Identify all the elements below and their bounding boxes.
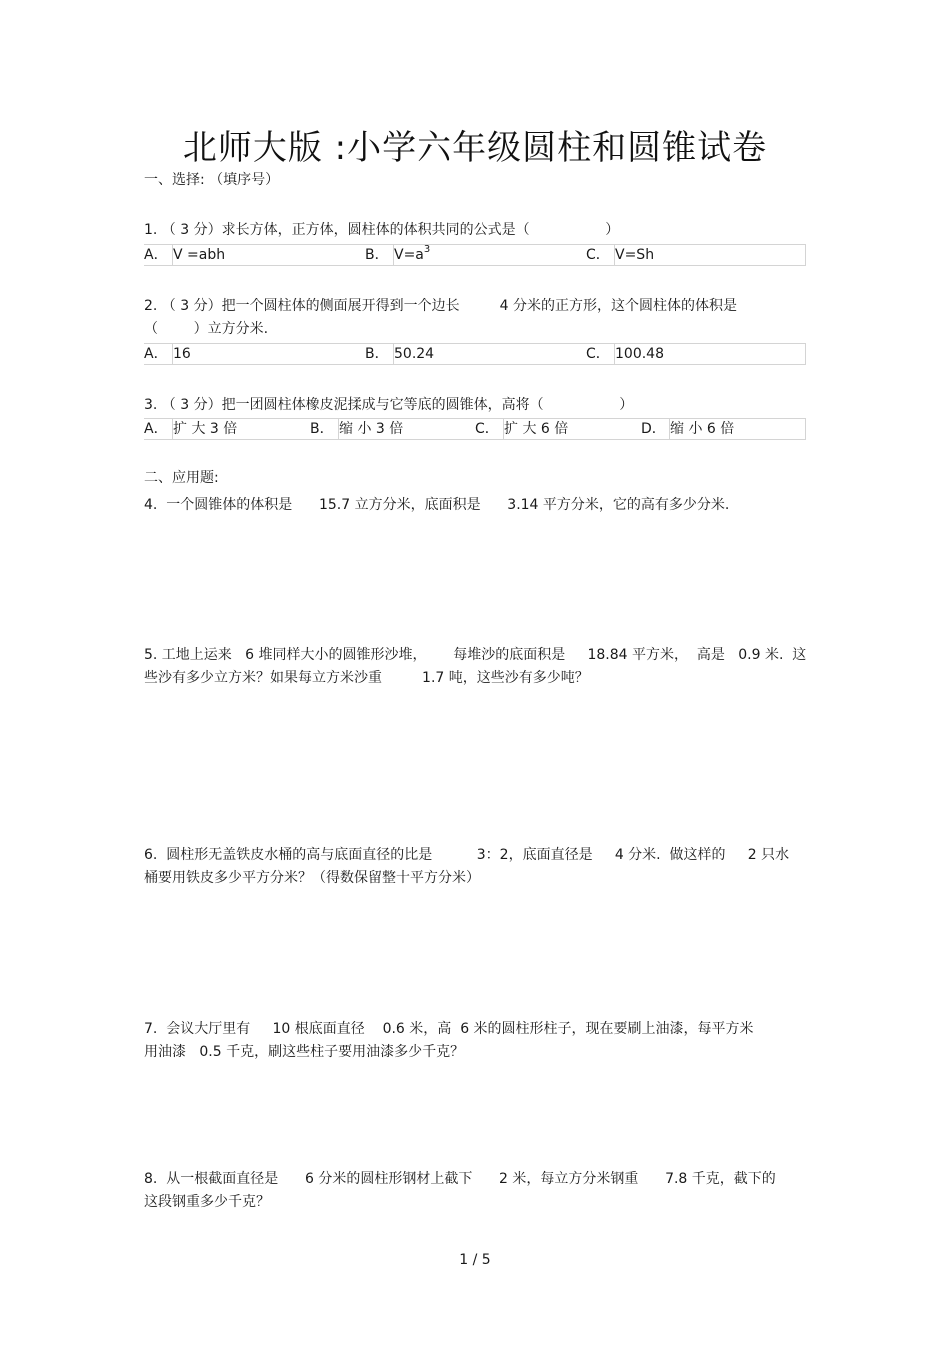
question-7-text-cont: 用油漆 0.5 千克，刷这些柱子要用油漆多少千克？: [144, 1044, 465, 1060]
option-value: 16: [173, 346, 191, 362]
section-heading-application: 二、应用题:: [144, 470, 219, 486]
exponent: 3: [423, 244, 431, 255]
question-2-options: [144, 343, 806, 365]
option-letter: C．: [586, 245, 615, 265]
question-1-options: [144, 244, 806, 266]
option-a: [144, 343, 365, 365]
question-1-text: 1. （ 3 分）求长方体，正方体，圆柱体的体积共同的公式是（ ）: [144, 222, 620, 238]
option-letter: B．: [365, 344, 394, 364]
option-letter: A．: [144, 245, 173, 265]
option-value: V =abh: [173, 247, 226, 263]
option-c: [586, 244, 806, 266]
option-value: 50.24: [394, 346, 435, 362]
question-4-text: 4. 一个圆锥体的体积是 15.7 立方分米，底面积是 3.14 平方分米，它的高有多少分米.: [144, 497, 730, 513]
page-title: 北师大版 :小学六年级圆柱和圆锥试卷: [182, 128, 768, 168]
question-8-text-cont: 这段钢重多少千克？: [144, 1194, 270, 1210]
option-letter: C．: [475, 419, 504, 439]
option-value: $V=a^3$: [394, 244, 431, 263]
option-b: [365, 244, 586, 266]
option-c: [475, 418, 641, 440]
option-letter: B．: [310, 419, 339, 439]
option-value: 扩 大 6 倍: [504, 421, 569, 437]
question-5-text-cont: 些沙有多少立方米？如果每立方米沙重 1.7 吨，这些沙有多少吨？: [144, 670, 589, 686]
option-letter: A．: [144, 344, 173, 364]
question-7-text: 7. 会议大厅里有 10 根底面直径 0.6 米，高 6 米的圆柱形柱子，现在要刷上油漆，每平方米: [144, 1021, 754, 1037]
option-b: [365, 343, 586, 365]
option-value: 缩 小 6 倍: [670, 421, 735, 437]
question-3-text: 3. （ 3 分）把一团圆柱体橡皮泥揉成与它等底的圆锥体，高将（ ）: [144, 397, 634, 413]
question-3-options: [144, 418, 806, 440]
option-letter: A．: [144, 419, 173, 439]
option-value: V=Sh: [615, 247, 655, 263]
option-letter: D．: [641, 419, 670, 439]
question-6-text-cont: 桶要用铁皮多少平方分米？（得数保留整十平方分米）: [144, 870, 480, 886]
option-c: [586, 343, 806, 365]
page-number: 1 / 5: [459, 1252, 491, 1268]
option-letter: B．: [365, 245, 394, 265]
question-8-text: 8. 从一根截面直径是 6 分米的圆柱形钢材上截下 2 米，每立方分米钢重 7.8 千克，截下的: [144, 1171, 776, 1187]
option-d: [641, 418, 806, 440]
section-heading-choice: 一、选择: （填序号）: [144, 172, 280, 188]
option-value: 缩 小 3 倍: [339, 421, 404, 437]
option-b: [310, 418, 475, 440]
option-value: 100.48: [615, 346, 664, 362]
option-value: 扩 大 3 倍: [173, 421, 238, 437]
option-a: [144, 244, 365, 266]
question-6-text: 6. 圆柱形无盖铁皮水桶的高与底面直径的比是 3：2，底面直径是 4 分米. 做这样的 2 只水: [144, 847, 790, 863]
option-letter: C．: [586, 344, 615, 364]
question-2-text: 2. （ 3 分）把一个圆柱体的侧面展开得到一个边长 4 分米的正方形，这个圆柱体的体积是: [144, 298, 738, 314]
option-a: [144, 418, 310, 440]
question-5-text: 5. 工地上运来 6 堆同样大小的圆锥形沙堆， 每堆沙的底面积是 18.84 平方米， 高是 0.9 米. 这: [144, 647, 807, 663]
question-2-text-cont: （ ）立方分米.: [144, 321, 269, 337]
